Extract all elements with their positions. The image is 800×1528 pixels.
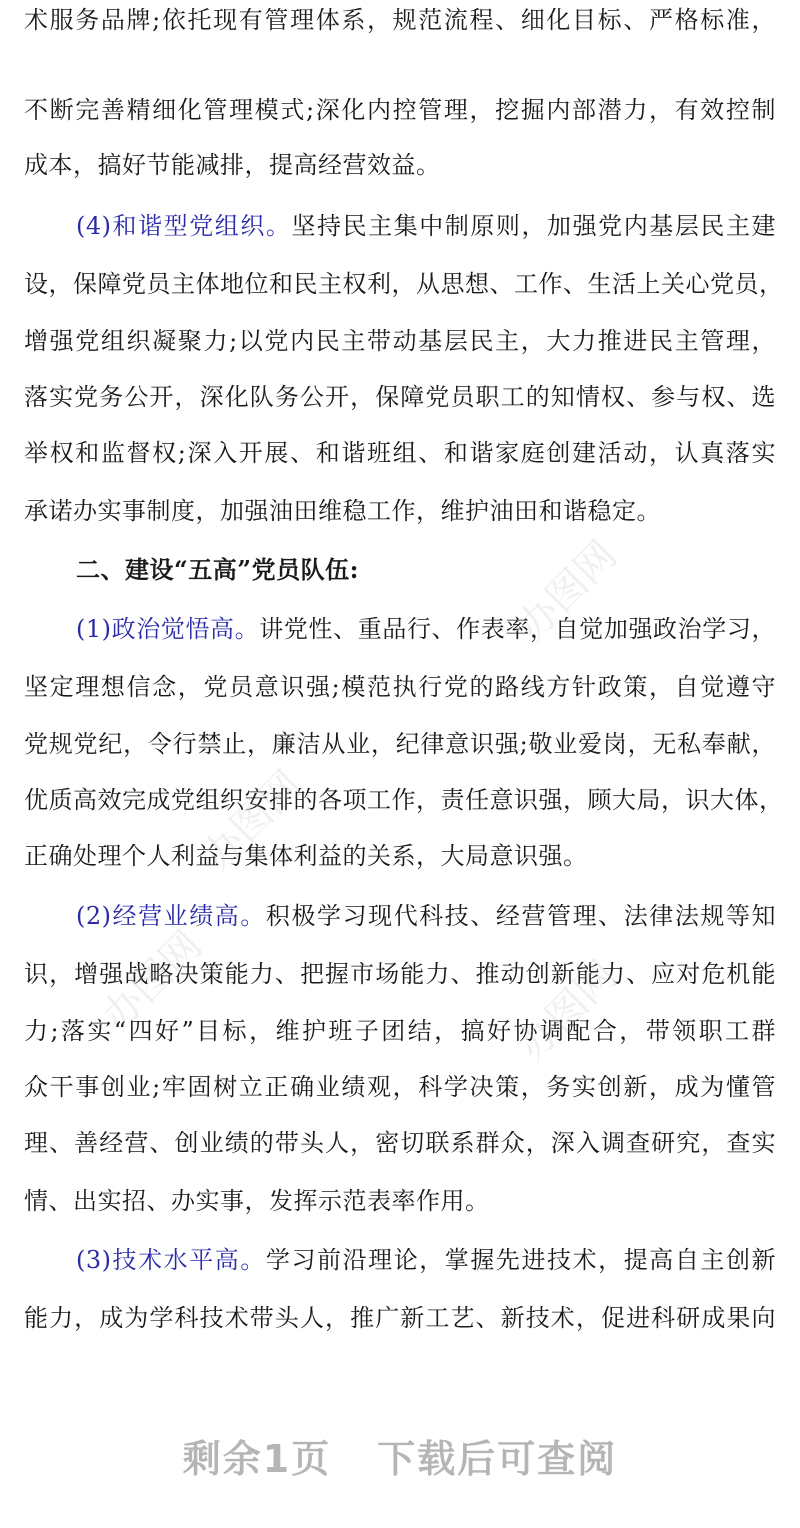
text-line: 术服务品牌;依托现有管理体系，规范流程、细化目标、严格标准， [24, 6, 776, 34]
text-line: 识，增强战略决策能力、把握市场能力、推动创新能力、应对危机能 [24, 960, 776, 988]
watermark: 办图网 [193, 762, 312, 880]
text-line: 理、善经营、创业绩的带头人，密切联系群众，深入调查研究，查实 [24, 1129, 776, 1157]
watermark: 办图网 [508, 952, 627, 1070]
download-to-view-label: 下载后可查阅 [377, 1437, 618, 1481]
text-line: 增强党组织凝聚力;以党内民主带动基层民主，大力推进民主管理， [24, 327, 776, 355]
text-span: 讲党性、重品行、作表率，自觉加强政治学习， [259, 615, 777, 643]
text-line: 优质高效完成党组织安排的各项工作，责任意识强，顾大局，识大体， [24, 786, 784, 814]
text-line: 力;落实“四好”目标，维护班子团结，搞好协调配合，带领职工群 [24, 1017, 776, 1045]
subheading-technical: (3)技术水平高。 [76, 1246, 266, 1274]
text-span: 坚持民主集中制原则，加强党内基层民主建 [291, 212, 777, 240]
text-span: 学习前沿理论，掌握先进技术，提高自主创新 [265, 1246, 777, 1274]
watermark: 办图网 [508, 532, 627, 650]
remaining-pages-label: 剩余1页 [182, 1437, 332, 1481]
subheading-business: (2)经营业绩高。 [76, 902, 266, 930]
paragraph-line [76, 611, 776, 647]
section-heading: 二、建设“五高”党员队伍: [76, 555, 359, 584]
paragraph-line [76, 208, 776, 244]
text-line: 正确处理个人利益与集体利益的关系，大局意识强。 [24, 842, 588, 870]
text-line: 坚定理想信念，党员意识强;模范执行党的路线方针政策，自觉遵守 [24, 673, 776, 701]
text-line: 设，保障党员主体地位和民主权利，从思想、工作、生活上关心党员， [24, 270, 784, 298]
text-line: 能力，成为学科技术带头人，推广新工艺、新技术，促进科研成果向 [24, 1304, 776, 1332]
text-line: 不断完善精细化管理模式;深化内控管理，挖掘内部潜力，有效控制 [24, 96, 776, 124]
paragraph-line [76, 1242, 776, 1278]
text-line: 成本，搞好节能减排，提高经营效益。 [24, 151, 441, 179]
watermark: 办图网 [93, 922, 212, 1040]
paragraph-line [76, 898, 776, 934]
text-line: 落实党务公开，深化队务公开，保障党员职工的知情权、参与权、选 [24, 383, 776, 411]
text-line: 举权和监督权;深入开展、和谐班组、和谐家庭创建活动，认真落实 [24, 439, 776, 467]
text-line: 众干事创业;牢固树立正确业绩观，科学决策，务实创新，成为懂管 [24, 1073, 776, 1101]
text-line: 承诺办实事制度，加强油田维稳工作，维护油田和谐稳定。 [24, 497, 661, 525]
text-line: 党规党纪，令行禁止，廉洁从业，纪律意识强;敬业爱岗，无私奉献， [24, 730, 776, 758]
subheading-harmonious-party: (4)和谐型党组织。 [76, 212, 292, 240]
text-line: 情、出实招、办实事，发挥示范表率作用。 [24, 1187, 490, 1215]
subheading-political: (1)政治觉悟高。 [76, 615, 260, 643]
text-span: 积极学习现代科技、经营管理、法律法规等知 [265, 902, 777, 930]
download-prompt[interactable] [0, 1428, 800, 1488]
